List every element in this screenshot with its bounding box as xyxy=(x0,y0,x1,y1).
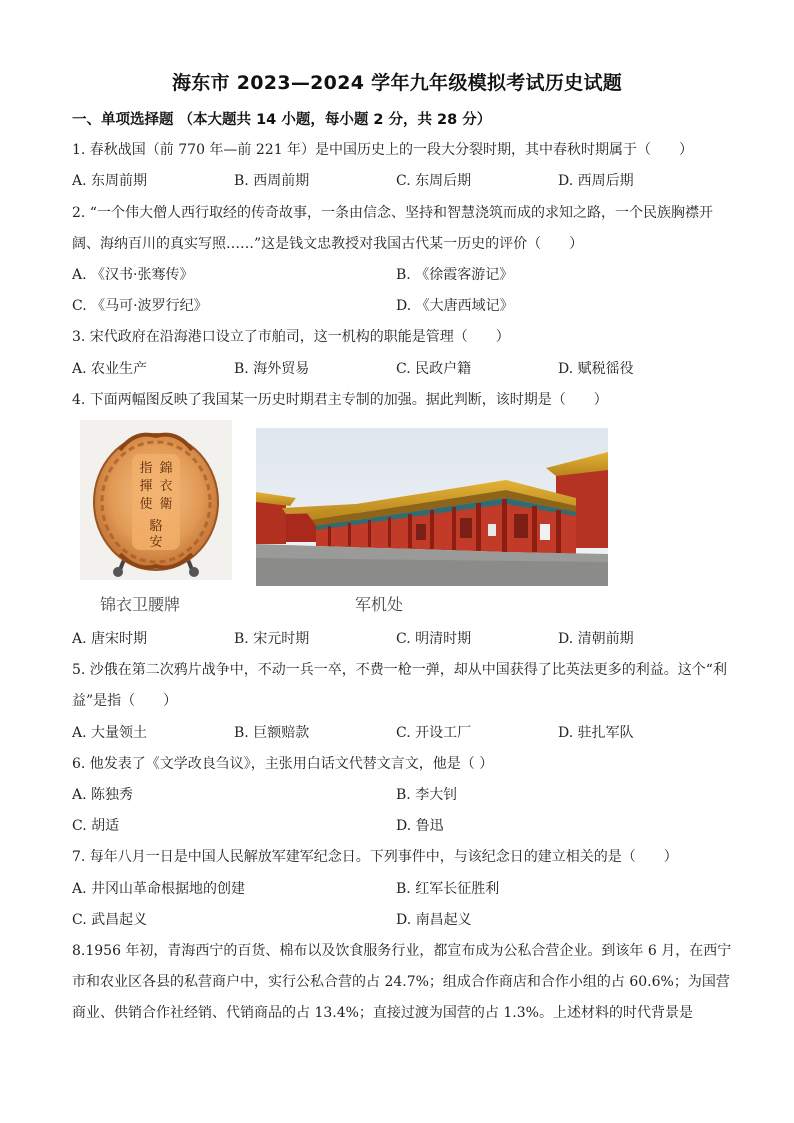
tablet-char-8: 安 xyxy=(149,535,163,550)
q2-stem-line2: 阔、海纳百川的真实写照……”这是钱文忠教授对我国古代某一历史的评价（ ） xyxy=(72,236,584,252)
section-heading: 一、单项选择题 （本大题共 14 小题，每小题 2 分，共 28 分） xyxy=(72,112,492,128)
q7-stem: 7. 每年八月一日是中国人民解放军建军纪念日。下列事件中，与该纪念日的建立相关的是（ ） xyxy=(72,849,678,865)
q7-option-d: D. 南昌起义 xyxy=(396,912,472,928)
q5-option-c: C. 开设工厂 xyxy=(396,725,472,741)
tablet-char-2: 衣 xyxy=(159,479,173,494)
waist-tablet-illustration xyxy=(80,420,232,580)
grand-council-illustration xyxy=(256,428,608,586)
q4-option-c: C. 明清时期 xyxy=(396,631,472,647)
q6-option-a: A. 陈独秀 xyxy=(72,787,134,803)
q3-option-a: A. 农业生产 xyxy=(72,361,148,377)
q7-option-a: A. 井冈山革命根据地的创建 xyxy=(72,881,246,897)
q8-line2: 市和农业区各县的私营商户中，实行公私合营的占 24.7%；组成合作商店和合作小组的占 60.6%；为国营 xyxy=(72,974,730,990)
q6-option-b: B. 李大钊 xyxy=(396,787,458,803)
q1-stem: 1. 春秋战国（前 770 年—前 221 年）是中国历史上的一段大分裂时期，其中春秋时期属于（ ） xyxy=(72,142,694,158)
waist-tablet-caption: 锦衣卫腰牌 xyxy=(100,595,181,614)
q8-line3: 商业、供销合作社经销、代销商品的占 13.4%；直接过渡为国营的占 1.3%。上述材料的时代背景是 xyxy=(72,1005,693,1021)
q6-option-d: D. 鲁迅 xyxy=(396,818,444,834)
q5-option-d: D. 驻扎军队 xyxy=(558,725,634,741)
q2-option-c: C. 《马可·波罗行纪》 xyxy=(72,298,208,314)
q1-option-b: B. 西周前期 xyxy=(234,173,310,189)
q4-option-a: A. 唐宋时期 xyxy=(72,631,148,647)
q1-option-c: C. 东周后期 xyxy=(396,173,472,189)
waist-tablet-image xyxy=(80,420,232,580)
q2-option-d: D. 《大唐西域记》 xyxy=(396,298,514,314)
grand-council-caption: 军机处 xyxy=(355,595,404,614)
q5-option-b: B. 巨额赔款 xyxy=(234,725,310,741)
q5-option-a: A. 大量领土 xyxy=(72,725,148,741)
q5-stem-line2: 益”是指（ ） xyxy=(72,693,178,709)
tablet-char-6: 使 xyxy=(139,497,153,512)
tablet-char-4: 指 xyxy=(139,461,153,476)
q5-stem-line1: 5. 沙俄在第二次鸦片战争中，不动一兵一卒，不费一枪一弹，却从中国获得了比英法更多的利益。这个“利 xyxy=(72,662,727,678)
tablet-char-1: 錦 xyxy=(159,461,173,476)
exam-title: 海东市 2023—2024 学年九年级模拟考试历史试题 xyxy=(171,72,623,94)
tablet-char-3: 衛 xyxy=(159,497,173,512)
q2-stem-line1: 2. “一个伟大僧人西行取经的传奇故事，一条由信念、坚持和智慧浇筑而成的求知之路，一个民族胸襟开 xyxy=(72,205,713,221)
q4-stem: 4. 下面两幅图反映了我国某一历史时期君主专制的加强。据此判断，该时期是（ ） xyxy=(72,392,608,408)
q6-option-c: C. 胡适 xyxy=(72,818,120,834)
q3-option-d: D. 赋税徭役 xyxy=(558,361,634,377)
tablet-char-7: 駱 xyxy=(149,519,163,534)
q8-line1: 8.1956 年初，青海西宁的百货、棉布以及饮食服务行业，都宣布成为公私合营企业。到该年 6 月，在西宁 xyxy=(72,943,732,959)
q7-option-b: B. 红军长征胜利 xyxy=(396,881,500,897)
q2-option-a: A. 《汉书·张骞传》 xyxy=(72,267,194,283)
grand-council-image xyxy=(256,428,608,586)
q2-option-b: B. 《徐霞客游记》 xyxy=(396,267,514,283)
q3-option-b: B. 海外贸易 xyxy=(234,361,310,377)
q4-option-b: B. 宋元时期 xyxy=(234,631,310,647)
tablet-char-5: 揮 xyxy=(139,479,153,494)
q3-option-c: C. 民政户籍 xyxy=(396,361,472,377)
q3-stem: 3. 宋代政府在沿海港口设立了市舶司，这一机构的职能是管理（ ） xyxy=(72,329,510,345)
q1-option-d: D. 西周后期 xyxy=(558,173,634,189)
q7-option-c: C. 武昌起义 xyxy=(72,912,148,928)
q4-option-d: D. 清朝前期 xyxy=(558,631,634,647)
q1-option-a: A. 东周前期 xyxy=(72,173,148,189)
q6-stem: 6. 他发表了《文学改良刍议》，主张用白话文代替文言文，他是（ ） xyxy=(72,756,494,772)
